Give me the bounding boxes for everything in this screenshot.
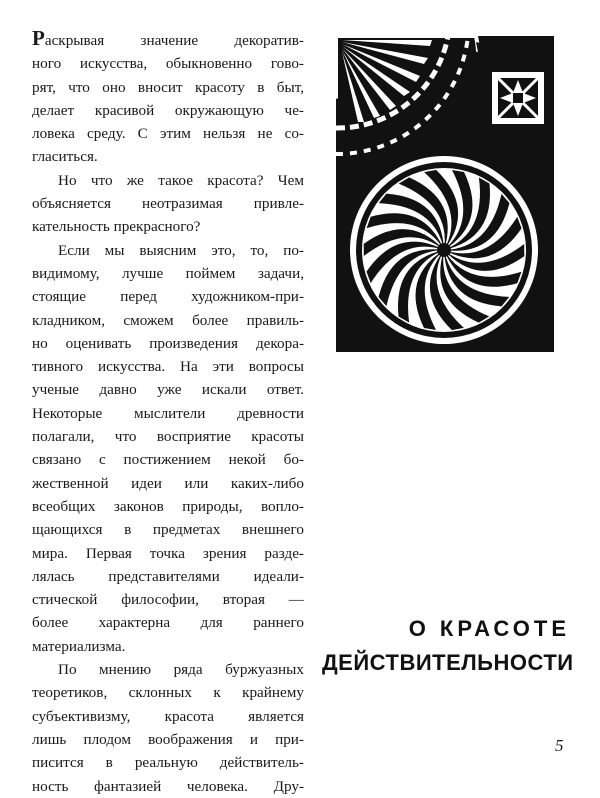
text-line: жественной идеи или каких-либо <box>32 474 304 492</box>
text-line: теоретиков, склонных к крайнему <box>32 684 304 702</box>
text-line: ного искусства, обыкновенно гово- <box>32 55 304 73</box>
text-line: Если мы выясним это, то, по- <box>58 241 304 259</box>
text-line: лишь плодом воображения и при- <box>32 730 304 748</box>
text-line: ловека среду. С этим нельзя не со- <box>32 125 304 143</box>
text-line: субъективизму, красота является <box>32 707 304 725</box>
text-line: ученые давно уже искали ответ. <box>32 381 304 399</box>
text-line: гласиться. <box>32 148 98 166</box>
text-line: кательность прекрасного? <box>32 218 201 236</box>
text-line: лялась представителями идеали- <box>32 567 304 585</box>
section-heading-line-2: ДЕЙСТВИТЕЛЬНОСТИ <box>322 650 574 675</box>
text-line: Раскрывая значение декоратив- <box>32 26 304 50</box>
swirl-rosette <box>350 156 538 344</box>
text-line: Но что же такое красота? Чем <box>58 171 304 189</box>
text-line: более характерна для раннего <box>32 614 304 632</box>
text-line: материализма. <box>32 637 126 655</box>
text-line: делает красивой окружающую че- <box>32 101 304 119</box>
text-line: объясняется неотразимая привле- <box>32 195 304 213</box>
text-line: кладником, сможем более правиль- <box>32 311 304 329</box>
text-line: полагали, что восприятие красоты <box>32 428 304 446</box>
text-line: щающихся в предметах внешнего <box>32 521 304 539</box>
text-line: ность фантазией человека. Дру- <box>32 777 304 795</box>
text-line: тивного искусства. На эти вопросы <box>32 358 304 376</box>
text-line: По мнению ряда буржуазных <box>58 661 304 679</box>
text-line: стической философии, вторая — <box>32 591 304 609</box>
section-heading-line-1: О КРАСОТЕ <box>408 616 570 641</box>
square-motif <box>492 72 544 124</box>
page-number: 5 <box>555 736 564 755</box>
text-line: но оценивать произведения декора- <box>32 334 304 352</box>
ornament-illustration <box>336 36 554 352</box>
text-line: рят, что оно вносит красоту в быт, <box>32 78 304 96</box>
text-line: всеобщих законов природы, вопло- <box>32 497 304 515</box>
text-line: Некоторые мыслители древности <box>32 404 304 422</box>
text-line: связано с постижением некой бо- <box>32 451 304 469</box>
text-line: писится в реальную действитель- <box>32 754 304 772</box>
text-line: мира. Первая точка зрения разде- <box>32 544 304 562</box>
body-text <box>32 28 304 798</box>
text-line: стоящие перед художником-при- <box>32 288 304 306</box>
text-line: видимому, лучше поймем задачи, <box>32 264 304 282</box>
drop-cap: Р <box>32 26 45 50</box>
